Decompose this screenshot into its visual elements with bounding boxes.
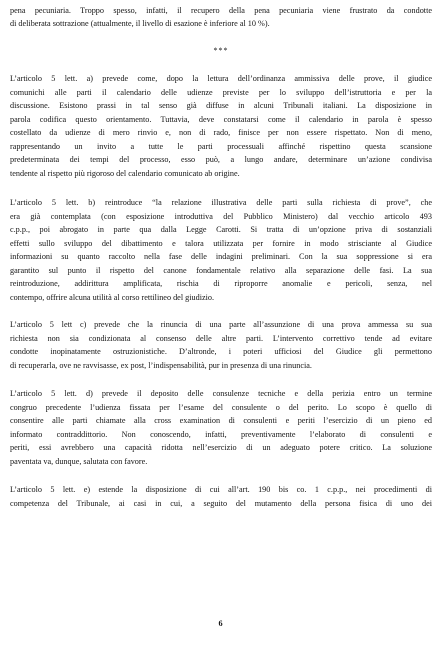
text-line: richiesta non sia condizionata al consenso delle altre parti. L’intervento correttivo tende ad evitare bbox=[10, 334, 432, 343]
section-separator: *** bbox=[213, 46, 229, 55]
text-line: L’articolo 5 lett. d) prevede il deposito delle consulenze tecniche e della perizia entro un termine bbox=[10, 389, 432, 398]
text-line: c.p.p., poi abrogato in parte qua dalla Legge Carotti. Si tratta di un’opzione priva di sostanziali bbox=[10, 225, 432, 234]
text-line: condotte inopinatamente ostruzionistiche. D’altronde, i poteri ufficiosi del Giudice gli permettono bbox=[10, 347, 432, 356]
text-line: contempo, offrire alcuna utilità al corso rettilineo del giudizio. bbox=[10, 293, 215, 302]
text-line: di recuperarla, ove ne ravvisasse, ex post, l’indispensabilità, pur in presenza di una rinuncia. bbox=[10, 361, 312, 370]
text-line: comunichi alle parti il calendario delle udienze previste per lo sviluppo dell’istruttoria e per la bbox=[10, 88, 432, 97]
text-line: consentire alle parti chiamate alla cross examination di consulenti e periti l’esercizio di un pieno ed bbox=[10, 416, 432, 425]
page-number: 6 bbox=[218, 619, 223, 628]
text-line: pena pecuniaria. Troppo spesso, infatti, il recupero della pena pecuniaria viene frustrato da condotte bbox=[10, 6, 432, 15]
text-line: informazioni su quanto raccolto nella fase delle indagini preliminari. Con la sua soppressione si era bbox=[10, 252, 432, 261]
text-line: L’articolo 5 lett. e) estende la disposizione di cui all’art. 190 bis co. 1 c.p.p., nei procedimenti di bbox=[10, 485, 432, 494]
text-line: garantito sul punto il rispetto del canone fondamentale relativo alla separazione delle fasi. La sua bbox=[10, 266, 432, 275]
text-line: L’articolo 5 lett. a) prevede come, dopo la lettura dell’ordinanza ammissiva delle prove, il giudice bbox=[10, 74, 432, 83]
text-line: congruo precedente l’udienza fissata per l’esame del consulente o del perito. Lo scopo è quello di bbox=[10, 403, 432, 412]
text-line: paventata va, dunque, salutata con favore. bbox=[10, 457, 148, 466]
text-line: reintroduzione, addirittura amplificata, rischia di riproporre anomalie e pericoli, senza, nel bbox=[10, 279, 432, 288]
text-line: L’articolo 5 lett c) prevede che la rinuncia di una parte all’assunzione di una prova ammessa su sua bbox=[10, 320, 432, 329]
text-line: informato contraddittorio. Non conoscendo, infatti, preventivamente l’elaborato di consulenti e bbox=[10, 430, 432, 439]
text-line: discussione. Esistono prassi in tal senso già diffuse in alcuni Tribunali italiani. La disposizione in bbox=[10, 101, 432, 110]
text-line: L’articolo 5 lett. b) reintroduce “la relazione illustrativa delle parti sulla richiesta di prove”, che bbox=[10, 198, 432, 207]
text-line: tendente al rispetto più rigoroso del calendario comunicato ab origine. bbox=[10, 169, 240, 178]
text-line: era già contemplata (con esposizione introduttiva del Pubblico Ministero) dal vecchio articolo 493 bbox=[10, 212, 432, 221]
text-line: rappresentando un invito a tutte le parti processuali affinché rispettino questa scansione bbox=[10, 142, 432, 151]
text-line: effetti sullo sviluppo del dibattimento e talora utilizzata per fornire in modo strisciante al Giudice bbox=[10, 239, 432, 248]
text-line: periti, essi avrebbero una capacità ridotta nell’esercizio di un adeguato potere critico. La soluzione bbox=[10, 443, 432, 452]
text-line: di deliberata sottrazione (attualmente, il livello di esazione è inferiore al 10 %). bbox=[10, 19, 270, 28]
text-line: parola codifica questo orientamento. Tuttavia, deve constatarsi come il calendario in parola è spesso bbox=[10, 115, 432, 124]
text-line: costellato da udienze di mero rinvio e, non di rado, finisce per non essere rispettato. Non di meno, bbox=[10, 128, 432, 137]
text-line: competenza del Tribunale, ai casi in cui, a seguito del mutamento della persona fisica di uno dei bbox=[10, 499, 432, 508]
text-line: predeterminata dei tempi del processo, esso può, a lungo andare, determinare un’azione condivisa bbox=[10, 155, 432, 164]
